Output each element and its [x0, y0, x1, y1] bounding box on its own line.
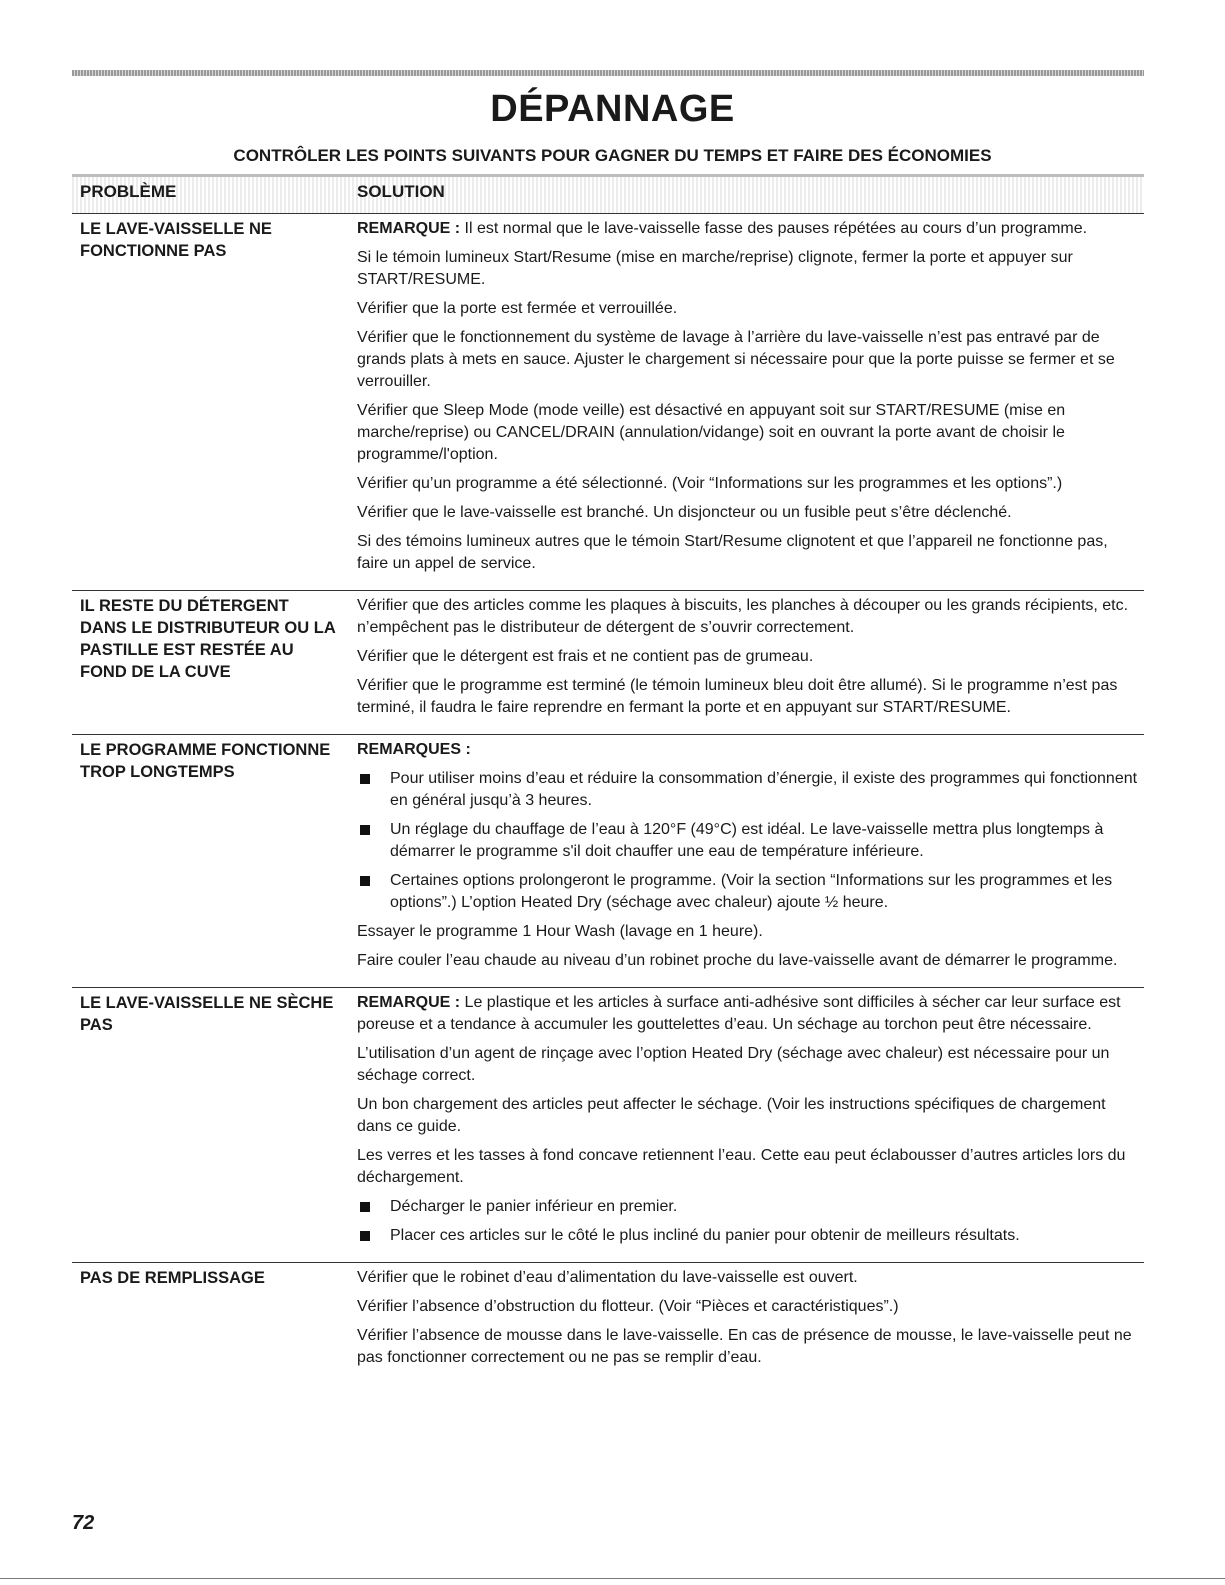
- solution-cell: [347, 735, 1144, 987]
- page-title: DÉPANNAGE: [490, 88, 735, 130]
- note-paragraph: [357, 218, 1138, 240]
- bullet-text: Pour utiliser moins d’eau et réduire la consommation d’énergie, il existe des programmes qui fonctionnent en général jusqu’à 3 heures.: [390, 770, 1138, 809]
- bullet-text: Placer ces articles sur le côté le plus incliné du panier pour obtenir de meilleurs résultats.: [390, 1227, 1020, 1244]
- solution-paragraph: Faire couler l’eau chaude au niveau d’un robinet proche du lave-vaisselle avant de démarrer le programme.: [357, 952, 1118, 969]
- table-row: [72, 591, 1144, 735]
- problem-cell: IL RESTE DU DÉTERGENT DANS LE DISTRIBUTEUR OU LA PASTILLE EST RESTÉE AU FOND DE LA CUVE: [80, 597, 336, 681]
- top-rule: [72, 70, 1144, 76]
- table-row: [72, 214, 1144, 591]
- problem-cell: LE PROGRAMME FONCTIONNE TROP LONGTEMPS: [80, 741, 331, 781]
- note-text: Le plastique et les articles à surface anti-adhésive sont difficiles à sécher car leur surface est poreuse et a tendance à accumuler les gouttelettes d’eau. Un séchage au torchon peut être nécessaire.: [357, 994, 1121, 1033]
- remarks-heading: REMARQUES :: [357, 741, 471, 758]
- solution-paragraph: Vérifier que Sleep Mode (mode veille) est désactivé en appuyant soit sur START/RESUME (mise en marche/reprise) ou CANCEL/DRAIN (annulation/vidange) soit en ouvrant la porte avant de choisir le programme/l'option.: [357, 402, 1066, 463]
- solution-paragraph: Les verres et les tasses à fond concave retiennent l’eau. Cette eau peut éclabousser d’autres articles lors du déchargement.: [357, 1147, 1126, 1186]
- solution-paragraph: Si le témoin lumineux Start/Resume (mise en marche/reprise) clignote, fermer la porte et appuyer sur START/RESUME.: [357, 249, 1073, 288]
- solution-cell: [347, 591, 1144, 734]
- solution-cell: [347, 988, 1144, 1262]
- bottom-rule: [0, 1578, 1225, 1579]
- solution-paragraph: Vérifier que le programme est terminé (le témoin lumineux bleu doit être allumé). Si le programme n’est pas terminé, il faudra le faire reprendre en fermant la porte et en appuyant sur START/RESUME.: [357, 677, 1118, 716]
- note-paragraph: [357, 992, 1138, 1036]
- solution-cell: [347, 1263, 1144, 1384]
- bullet-text: Décharger le panier inférieur en premier.: [390, 1198, 678, 1215]
- solution-paragraph: Vérifier l’absence de mousse dans le lave-vaisselle. En cas de présence de mousse, le lave-vaisselle peut ne pas fonctionner correctement ou ne pas se remplir d’eau.: [357, 1327, 1132, 1366]
- table-header-bar: [72, 174, 1144, 214]
- square-bullet-icon: [360, 1202, 370, 1212]
- note-text: Il est normal que le lave-vaisselle fasse des pauses répétées au cours d’un programme.: [460, 220, 1088, 237]
- solution-paragraph: Vérifier que la porte est fermée et verrouillée.: [357, 300, 678, 317]
- note-label: REMARQUE :: [357, 994, 461, 1011]
- solution-paragraph: Essayer le programme 1 Hour Wash (lavage en 1 heure).: [357, 923, 763, 940]
- note-label: REMARQUE :: [357, 220, 461, 237]
- bullet-item: [357, 768, 1138, 812]
- table-row: [72, 735, 1144, 988]
- column-header-solution: SOLUTION: [357, 182, 445, 201]
- solution-paragraph: Vérifier que le détergent est frais et ne contient pas de grumeau.: [357, 648, 814, 665]
- solution-paragraph: Vérifier que le lave-vaisselle est branché. Un disjoncteur ou un fusible peut s’être déclenché.: [357, 504, 1012, 521]
- page-number: 72: [72, 1512, 95, 1534]
- solution-paragraph: Vérifier que le fonctionnement du système de lavage à l’arrière du lave-vaisselle n’est pas entravé par de grands plats à mets en sauce. Ajuster le chargement si nécessaire pour que la porte puisse se fermer et se verrouiller.: [357, 329, 1115, 390]
- table-row: [72, 988, 1144, 1263]
- bullet-item: [357, 819, 1138, 863]
- column-header-problem: PROBLÈME: [80, 182, 177, 201]
- solution-paragraph: Si des témoins lumineux autres que le témoin Start/Resume clignotent et que l’appareil ne fonctionne pas, faire un appel de service.: [357, 533, 1108, 572]
- square-bullet-icon: [360, 825, 370, 835]
- bullet-item: [357, 870, 1138, 914]
- bullet-text: Certaines options prolongeront le programme. (Voir la section “Informations sur les programmes et les options”.) L’option Heated Dry (séchage avec chaleur) ajoute ½ heure.: [390, 872, 1113, 911]
- square-bullet-icon: [360, 774, 370, 784]
- bullet-text: Un réglage du chauffage de l’eau à 120°F (49°C) est idéal. Le lave-vaisselle mettra plus longtemps à démarrer le programme s'il doit chauffer une eau de température inférieure.: [390, 821, 1104, 860]
- page-subtitle: CONTRÔLER LES POINTS SUIVANTS POUR GAGNER DU TEMPS ET FAIRE DES ÉCONOMIES: [233, 146, 992, 165]
- solution-paragraph: Vérifier l’absence d’obstruction du flotteur. (Voir “Pièces et caractéristiques”.): [357, 1298, 899, 1315]
- problem-cell: PAS DE REMPLISSAGE: [80, 1269, 265, 1287]
- solution-paragraph: Vérifier que des articles comme les plaques à biscuits, les planches à découper ou les grands récipients, etc. n’empêchent pas le distributeur de détergent de s’ouvrir correctement.: [357, 597, 1129, 636]
- bullet-item: [357, 1225, 1138, 1247]
- problem-cell: LE LAVE-VAISSELLE NE FONCTIONNE PAS: [80, 220, 272, 260]
- solution-paragraph: L’utilisation d’un agent de rinçage avec l’option Heated Dry (séchage avec chaleur) est nécessaire pour un séchage correct.: [357, 1045, 1110, 1084]
- table-row: [72, 1263, 1144, 1384]
- bullet-item: [357, 1196, 1138, 1218]
- square-bullet-icon: [360, 876, 370, 886]
- solution-cell: [347, 214, 1144, 590]
- troubleshooting-table: [72, 214, 1144, 1384]
- solution-paragraph: Un bon chargement des articles peut affecter le séchage. (Voir les instructions spécifiques de chargement dans ce guide.: [357, 1096, 1106, 1135]
- solution-paragraph: Vérifier que le robinet d’eau d’alimentation du lave-vaisselle est ouvert.: [357, 1269, 858, 1286]
- square-bullet-icon: [360, 1231, 370, 1241]
- problem-cell: LE LAVE-VAISSELLE NE SÈCHE PAS: [80, 994, 334, 1034]
- solution-paragraph: Vérifier qu’un programme a été sélectionné. (Voir “Informations sur les programmes et les options”.): [357, 475, 1063, 492]
